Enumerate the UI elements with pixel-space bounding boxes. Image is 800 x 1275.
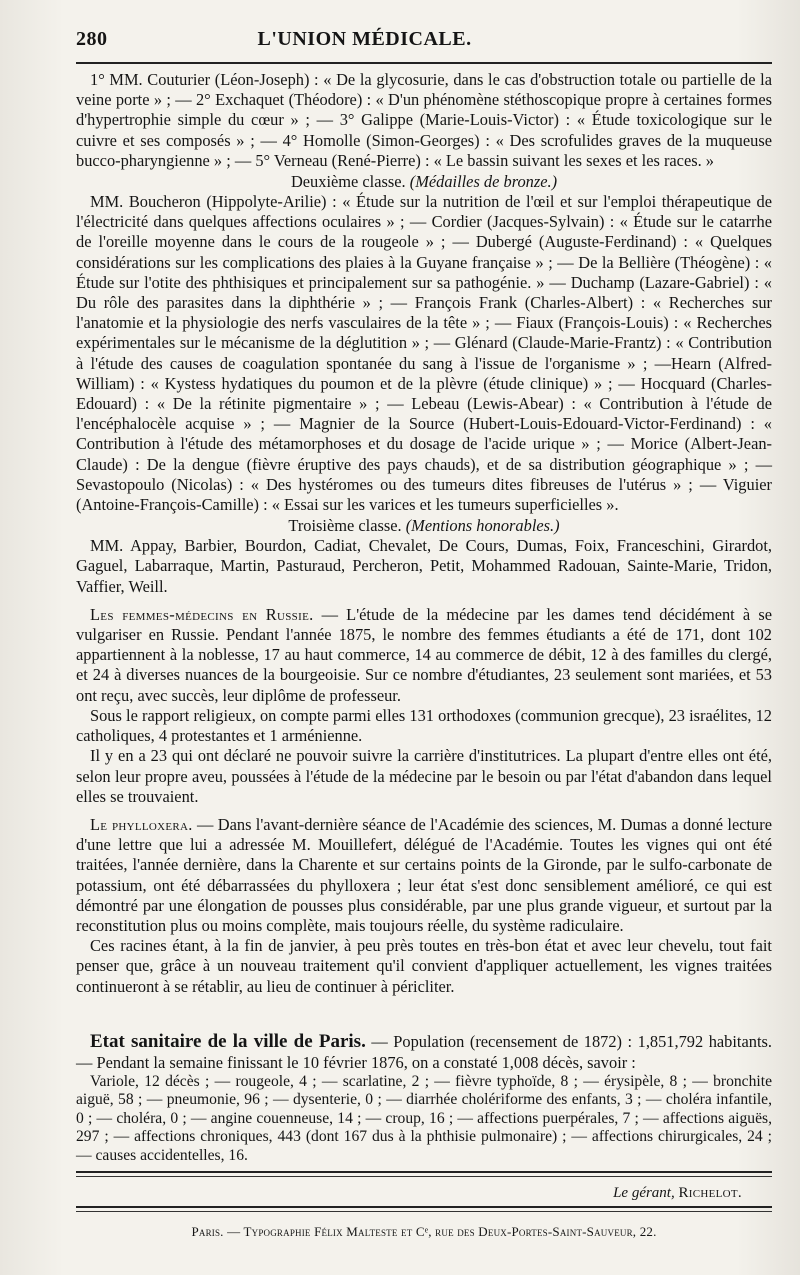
second-class-note: (Médailles de bronze.) [409,172,558,192]
gerant-signature [76,1185,742,1202]
first-class-paragraph: 1° MM. Couturier (Léon-Joseph) : « De la glycosurie, dans le cas d'obstruction totale ou partielle de la veine porte » ; — 2° Exchaquet (Théodore) : « D'un phénomène stéthoscopique propre à certaines formes d'hypertrophie simple du cœur » ; — 3° Galippe (Marie-Louis-Victor) : « Étude toxicologique sur le cuivre et ses composés » ; — 4° Homolle (Simon-Georges) : « Des scrofulides graves de la muqueuse bucco-pharyngienne » ; — 5° Verneau (René-Pierre) : « Le bassin suivant les sexes et les races. » [76,70,772,170]
phylloxera-paragraph [76,815,772,936]
section-rule [76,1171,772,1173]
second-class-heading [76,171,772,192]
phylloxera-heading: Le phylloxera. [90,814,193,834]
sanitary-body: Variole, 12 décès ; — rougeole, 4 ; — scarlatine, 2 ; — fièvre typhoïde, 8 ; — érysipèle, 8 ; — bronchite aiguë, 58 ; — pneumonie, 96 ; — dysenterie, 0 ; — diarrhée cholériforme des enfants, 3 ; — choléra infantile, 0 ; — choléra, 0 ; — angine couenneuse, 14 ; — croup, 16 ; — affections puerpérales, 7 ; — affections aiguës, 297 ; — affections chroniques, 443 (dont 167 dus à la phthisie pulmonaire) ; — affections chirurgicales, 24 ; — causes accidentelles, 16. [76,1072,772,1164]
gerant-label: Le gérant, [613,1185,675,1202]
women-doctors-text: — L'étude de la médecine par les dames tend décidément à se vulgariser en Russie. Pendant l'année 1875, le nombre des femmes étudiants a été de 171, dont 102 appartiennent à la noblesse, 17 au haut commerce, 14 au commerce de débit, 12 à des familles du clergé, et 24 à diverses nuances de la bourgeoisie. Sur ce nombre d'étudiantes, 23 seulement sont mariées, et 53 ont reçu, avec succès, leur diplôme de professeur. [76,604,772,705]
spacer [76,807,772,815]
section-rule-thin [76,1176,772,1177]
gerant-name: Richelot. [678,1185,742,1202]
sanitary-intro-text: — Population (recensement de 1872) : 1,851,792 habitants. — Pendant la semaine finissant le 10 février 1876, on a constaté 1,008 décès, savoir : [76,1031,772,1072]
women-doctors-paragraph [76,605,772,706]
page-header [76,28,772,54]
third-class-note: (Mentions honorables.) [405,516,560,536]
women-doctors-heading: Les femmes-médecins en Russie. [90,604,314,624]
third-class-paragraph: MM. Appay, Barbier, Bourdon, Cadiat, Chevalet, De Cours, Dumas, Foix, Franceschini, Girardot, Gaguel, Labarraque, Martin, Pasturaud, Percheron, Petit, Mohammed Radouan, Sainte-Marie, Tridon, Vaffier, Weill. [76,536,772,596]
header-rule [76,62,772,64]
third-class-title: Troisième classe. [288,516,402,536]
women-doctors-religion: Sous le rapport religieux, on compte parmi elles 131 orthodoxes (communion grecque), 23 israélites, 12 catholiques, 4 protestantes et 1 arménienne. [76,705,772,746]
phylloxera-roots: Ces racines étant, à la fin de janvier, à peu près toutes en très-bon état et avec leur chevelu, tout fait penser que, grâce à un nouveau traitement qu'il convient d'appliquer actuellement, les vignes traitées continueront à se rétablir, au lieu de continuer à péricliter. [76,936,772,996]
footer-rule [76,1206,772,1208]
footer-rule-thin [76,1211,772,1212]
spacer [76,997,772,1031]
phylloxera-text: — Dans l'avant-dernière séance de l'Académie des sciences, M. Dumas a donné lecture d'une lettre que lui a adressée M. Mouillefert, délégué de l'Académie. Toutes les vignes qui ont été traitées, l'année dernière, dans la Charente et sur certains points de la Gironde, par le sulfo-carbonate de potassium, ont été débarrassées du phylloxera ; leur état s'est donc sensiblement amélioré, ce qui est démontré par une élongation de pousses plus considérable, par une plus grande vigueur, et surtout par la reconstitution plus ou moins complète, mais toujours réelle, du système radiculaire. [76,814,772,935]
second-class-paragraph: MM. Boucheron (Hippolyte-Arilie) : « Étude sur la nutrition de l'œil et sur l'emploi thérapeutique de l'électricité dans quelques affections oculaires » ; — Cordier (Jacques-Sylvain) : « Étude sur le catarrhe de l'oreille moyenne dans le cours de la rougeole » ; — Dubergé (Auguste-Ferdinand) : « Quelques considérations sur les complications des plaies à la Guyane française » ; — De la Bellière (Théogène) : « Étude sur l'otite des phthisiques et principalement sur sa pathogénie. » — Duchamp (Lazare-Gabriel) : « Du rôle des parasites dans la diphthérie » ; — François Frank (Charles-Albert) : « Recherches sur l'anatomie et la physiologie des nerfs vasculaires de la tête » ; — Fiaux (François-Louis) : « Recherches expérimentales sur le mécanisme de la déglutition » ; — Glénard (Claude-Marie-Frantz) : « Contribution à l'étude des causes de coagulation spontanée du sang à l'issue de l'organisme » ; —Hearn (Alfred-William) : « Kystess hydatiques du poumon et de la plèvre (étude clinique) » ; — Hocquard (Charles-Edouard) : « De la rétinite pigmentaire » ; — Lebeau (Lewis-Abear) : « Contribution à l'étude de l'encéphalocèle acquise » ; — Magnier de la Source (Hubert-Louis-Edouard-Victor-Ferdinand) : « Contribution à l'étude des métamorphoses et du dosage de l'acide urique » ; — Morice (Albert-Jean-Claude) : De la dengue (fièvre éruptive des pays chauds), et de sa distribution géographique » ; — Sevastopoulo (Nicolas) : « Des hystéromes ou des tumeurs dites fibreuses de l'utérus » ; — Viguier (Antoine-François-Camille) : « Essai sur les varices et les tumeurs superficielles ». [76,192,772,515]
page-number: 280 [76,28,108,50]
printer-imprint: Paris. — Typographie Félix Malteste et Cᵉ, rue des Deux-Portes-Saint-Sauveur, 22. [191,1224,657,1240]
sanitary-intro [76,1031,772,1073]
spacer [76,597,772,605]
second-class-title: Deuxième classe. [290,172,406,192]
journal-title: L'UNION MÉDICALE. [257,28,472,50]
third-class-heading [76,515,772,536]
women-doctors-careers: Il y en a 23 qui ont déclaré ne pouvoir suivre la carrière d'institutrices. La plupart d'entre elles ont été, selon leur propre aveu, poussées à l'étude de la médecine par le besoin ou par l'état d'abandon dans lequel elles se trouvaient. [76,746,772,806]
sanitary-title: Etat sanitaire de la ville de Paris. [90,1030,366,1052]
